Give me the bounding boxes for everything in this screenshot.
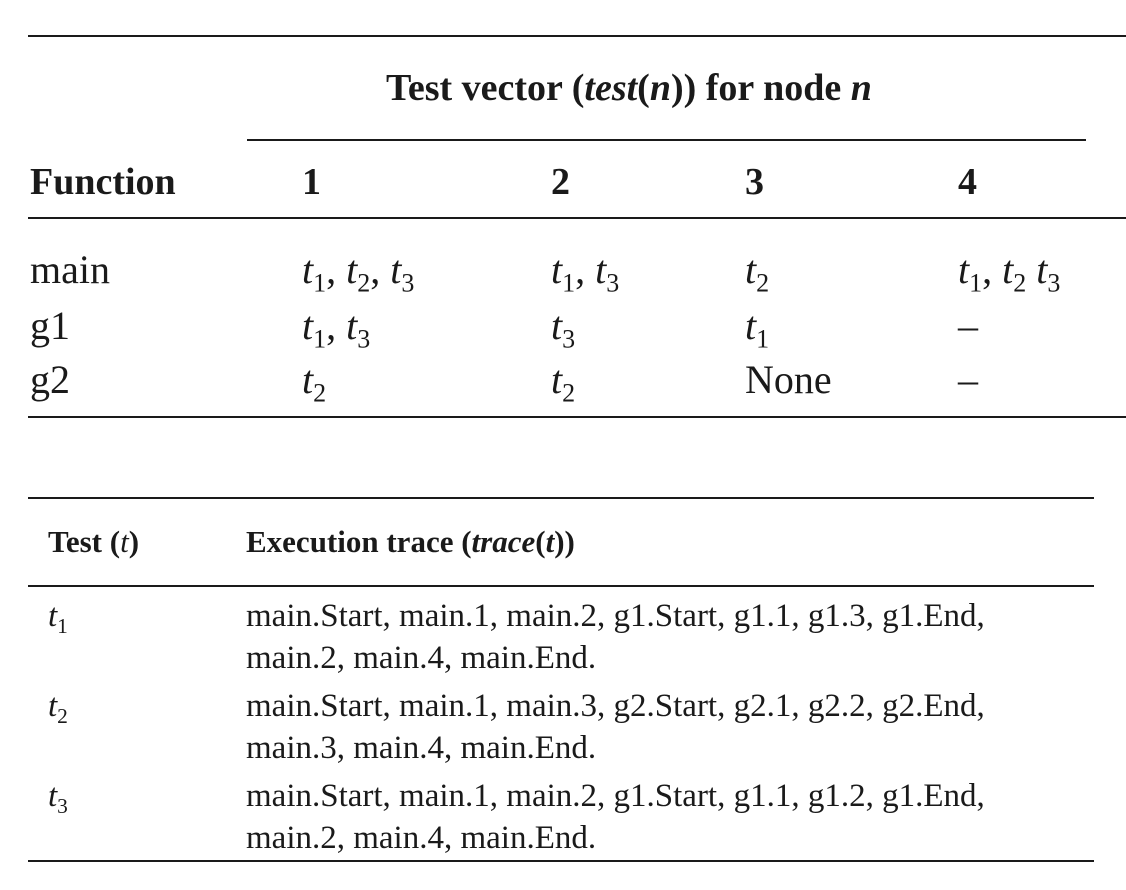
- test-variable: t: [302, 303, 314, 348]
- table2-trace-line: main.Start, main.1, main.2, g1.Start, g1.1, g1.2, g1.End,: [246, 778, 985, 814]
- test-variable: t: [745, 303, 757, 348]
- separator: ,: [575, 247, 596, 292]
- table1-header-col4: 4: [958, 161, 977, 203]
- table1-cell: [302, 302, 371, 354]
- test-variable: t: [595, 247, 607, 292]
- table2-top-rule: [28, 497, 1094, 499]
- table1-spanner-rule: [247, 139, 1086, 141]
- test-variable: t: [1002, 247, 1014, 292]
- separator: ,: [982, 247, 1003, 292]
- table1-cell: [302, 356, 327, 408]
- separator: ,: [326, 247, 347, 292]
- test-index: 2: [562, 378, 576, 408]
- test-index: 2: [1013, 268, 1027, 298]
- table1-cell: [551, 246, 620, 298]
- table2-bottom-rule: [28, 860, 1094, 862]
- table1-cell: [745, 246, 770, 298]
- table1-header-rule: [28, 217, 1126, 219]
- table1-bottom-rule: [28, 416, 1126, 418]
- table2-test-id: [48, 688, 68, 728]
- test-index: 2: [57, 703, 68, 728]
- test-variable: t: [390, 247, 402, 292]
- table1-cell: [302, 246, 415, 298]
- test-variable: t: [302, 247, 314, 292]
- test-index: 3: [401, 268, 415, 298]
- table1-cell: [551, 302, 576, 354]
- table2-trace-line: main.Start, main.1, main.2, g1.Start, g1.1, g1.3, g1.End,: [246, 598, 985, 634]
- test-variable: t: [1036, 247, 1048, 292]
- test-variable: t: [551, 303, 563, 348]
- test-variable: t: [48, 778, 58, 814]
- test-index: 1: [313, 268, 327, 298]
- test-variable: t: [346, 303, 358, 348]
- test-variable: t: [302, 357, 314, 402]
- test-variable: t: [48, 688, 58, 724]
- table2-test-id: [48, 778, 68, 818]
- test-index: 1: [57, 613, 68, 638]
- separator: ,: [370, 247, 391, 292]
- test-variable: t: [551, 247, 563, 292]
- table2-trace-line: main.3, main.4, main.End.: [246, 730, 597, 766]
- table2-header-trace: Execution trace (trace(t)): [246, 524, 575, 559]
- test-index: 2: [357, 268, 371, 298]
- test-index: 3: [1047, 268, 1061, 298]
- separator: [1026, 247, 1036, 292]
- test-index: 1: [756, 324, 770, 354]
- table1-row-function-name: g2: [30, 357, 70, 402]
- test-index: 1: [969, 268, 983, 298]
- test-index: 3: [562, 324, 576, 354]
- table1-spanner-heading: Test vector (test(n)) for node n: [386, 67, 872, 109]
- test-index: 1: [562, 268, 576, 298]
- table1-top-rule: [28, 35, 1126, 37]
- table1-header-col3: 3: [745, 161, 764, 203]
- table1-cell: None: [745, 357, 832, 402]
- table1-header-col1: 1: [302, 161, 321, 203]
- separator: ,: [326, 303, 347, 348]
- test-variable: t: [745, 247, 757, 292]
- test-index: 1: [313, 324, 327, 354]
- table2-header-test: Test (t): [48, 524, 140, 559]
- test-index: 3: [606, 268, 620, 298]
- table2-trace-line: main.2, main.4, main.End.: [246, 640, 597, 676]
- table1-cell: [958, 246, 1061, 298]
- table1-cell: –: [958, 303, 978, 348]
- table2-test-id: [48, 598, 68, 638]
- test-variable: t: [958, 247, 970, 292]
- table1-header-col2: 2: [551, 161, 570, 203]
- table2-trace-line: main.Start, main.1, main.3, g2.Start, g2.1, g2.2, g2.End,: [246, 688, 985, 724]
- table1-row-function-name: g1: [30, 303, 70, 348]
- table1-cell: [745, 302, 770, 354]
- test-variable: t: [346, 247, 358, 292]
- table1-header-function: Function: [30, 161, 176, 203]
- test-index: 2: [313, 378, 327, 408]
- test-index: 3: [57, 793, 68, 818]
- test-variable: t: [48, 598, 58, 634]
- test-index: 3: [357, 324, 371, 354]
- table1-row-function-name: main: [30, 247, 110, 292]
- test-index: 2: [756, 268, 770, 298]
- table1-cell: –: [958, 357, 978, 402]
- table2-header-rule: [28, 585, 1094, 587]
- table1-cell: [551, 356, 576, 408]
- table2-trace-line: main.2, main.4, main.End.: [246, 820, 597, 856]
- test-variable: t: [551, 357, 563, 402]
